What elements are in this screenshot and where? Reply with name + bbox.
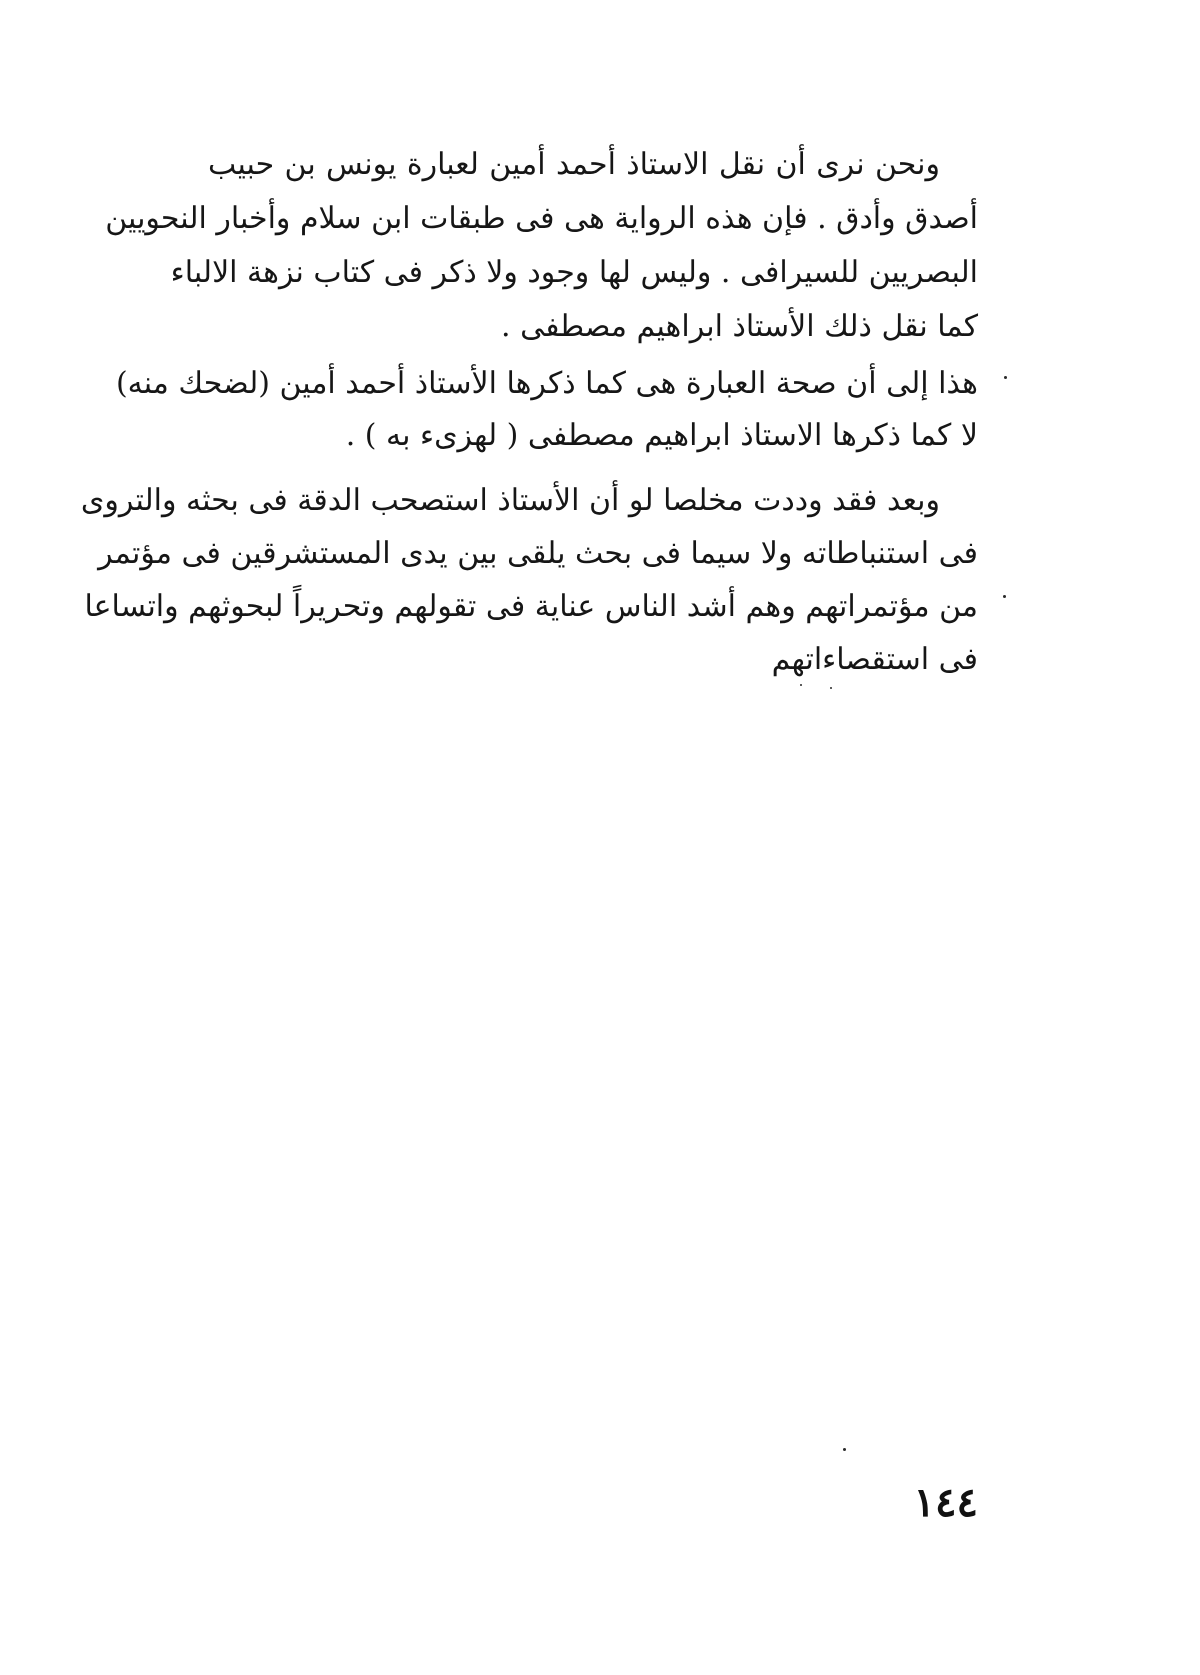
scan-speck (830, 687, 832, 689)
paragraph-3 (80, 483, 978, 698)
paragraph-1 (105, 147, 978, 366)
paragraph-line: لا كما ذكرها الاستاذ ابراهيم مصطفى ( لهزىء به ) . (345, 418, 978, 453)
paragraph-line: وبعد فقد وددت مخلصا لو أن الأستاذ استصحب الدقة فى بحثه والتروى (80, 483, 940, 518)
scan-speck (843, 1448, 846, 1451)
page-number: ١٤٤ (913, 1479, 978, 1526)
paragraph-line: البصريين للسيرافى . وليس لها وجود ولا ذكر فى كتاب نزهة الالباء (170, 255, 978, 290)
paragraph-line: فى استقصاءاتهم (771, 642, 978, 677)
paragraph-line: كما نقل ذلك الأستاذ ابراهيم مصطفى . (501, 309, 978, 344)
scan-speck (1003, 595, 1006, 598)
paragraph-2 (115, 366, 978, 473)
scan-speck (800, 684, 802, 686)
paragraph-line: هذا إلى أن صحة العبارة هى كما ذكرها الأستاذ أحمد أمين (لضحك منه) (115, 366, 978, 401)
paragraph-line: فى استنباطاته ولا سيما فى بحث يلقى بين يدى المستشرقين فى مؤتمر (98, 536, 978, 571)
paragraph-line: أصدق وأدق . فإن هذه الرواية هى فى طبقات ابن سلام وأخبار النحويين (105, 201, 978, 236)
paragraph-line: ونحن نرى أن نقل الاستاذ أحمد أمين لعبارة يونس بن حبيب (208, 147, 940, 182)
scan-speck (1004, 376, 1007, 379)
paragraph-line: من مؤتمراتهم وهم أشد الناس عناية فى تقولهم وتحريراً لبحوثهم واتساعا (84, 589, 978, 624)
